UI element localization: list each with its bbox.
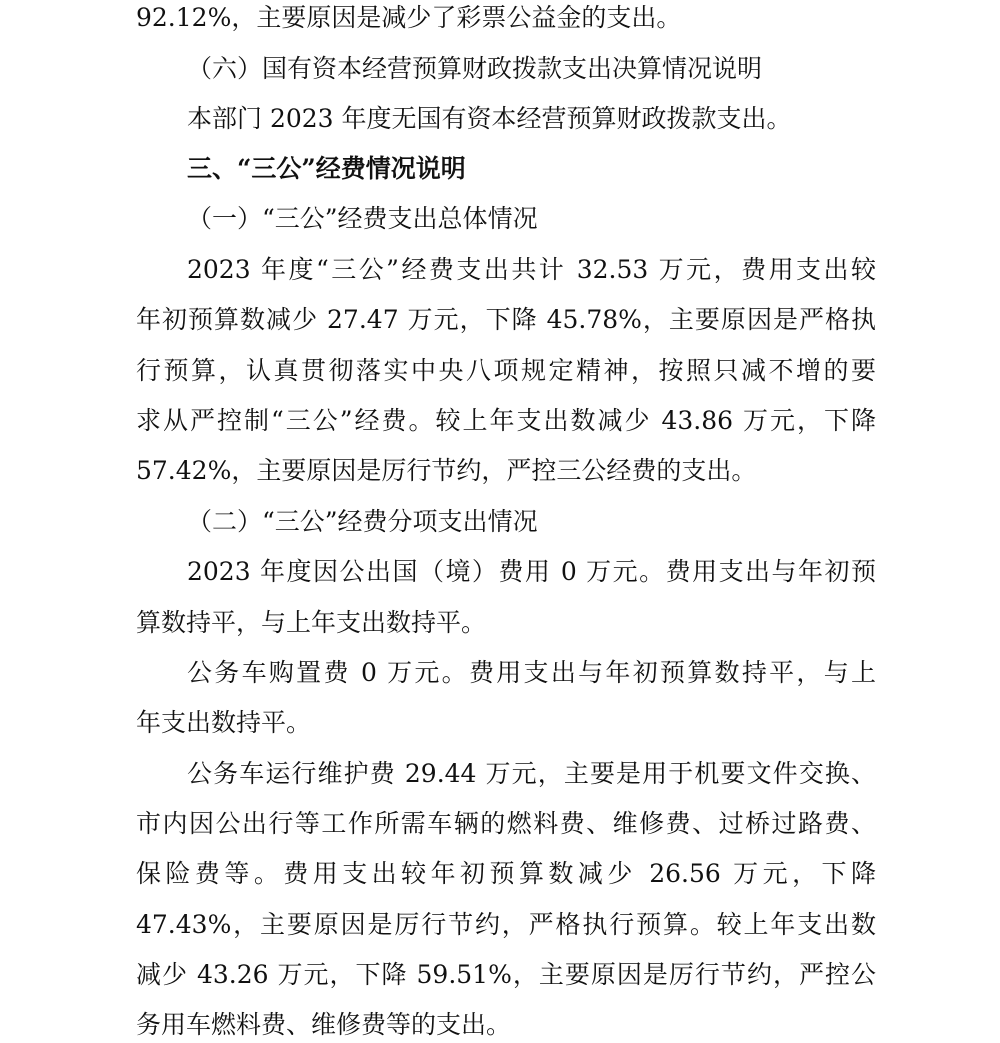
text-line: 市内因公出行等工作所需车辆的燃料费、维修费、过桥过路费、 xyxy=(136,809,876,838)
section-heading: （六）国有资本经营预算财政拨款支出决算情况说明 xyxy=(187,54,763,83)
text-line: 年支出数持平。 xyxy=(136,708,312,737)
text-line: 年初预算数减少 27.47 万元，下降 45.78%，主要原因是严格执 xyxy=(136,305,876,334)
chapter-heading: 三、“三公”经费情况说明 xyxy=(187,154,466,183)
section-heading: （一）“三公”经费支出总体情况 xyxy=(187,204,538,233)
text-line: 务用车燃料费、维修费等的支出。 xyxy=(136,1010,512,1039)
text-line: 本部门 2023 年度无国有资本经营预算财政拨款支出。 xyxy=(187,104,792,133)
text-line: 57.42%，主要原因是厉行节约，严控三公经费的支出。 xyxy=(136,456,757,485)
text-line: 92.12%，主要原因是减少了彩票公益金的支出。 xyxy=(136,3,682,32)
text-line: 行预算，认真贯彻落实中央八项规定精神，按照只减不增的要 xyxy=(136,356,876,385)
text-line: 公务车购置费 0 万元。费用支出与年初预算数持平，与上 xyxy=(187,658,876,687)
text-line: 算数持平，与上年支出数持平。 xyxy=(136,608,487,637)
text-line: 公务车运行维护费 29.44 万元，主要是用于机要文件交换、 xyxy=(187,759,876,788)
text-line: 减少 43.26 万元，下降 59.51%，主要原因是厉行节约，严控公 xyxy=(136,960,876,989)
text-line: 2023 年度因公出国（境）费用 0 万元。费用支出与年初预 xyxy=(187,557,876,586)
section-heading: （二）“三公”经费分项支出情况 xyxy=(187,507,538,536)
text-line: 求从严控制“三公”经费。较上年支出数减少 43.86 万元，下降 xyxy=(136,406,876,435)
text-line: 保险费等。费用支出较年初预算数减少 26.56 万元，下降 xyxy=(136,859,876,888)
text-line: 47.43%，主要原因是厉行节约，严格执行预算。较上年支出数 xyxy=(136,910,876,939)
text-line: 2023 年度“三公”经费支出共计 32.53 万元，费用支出较 xyxy=(187,255,876,284)
